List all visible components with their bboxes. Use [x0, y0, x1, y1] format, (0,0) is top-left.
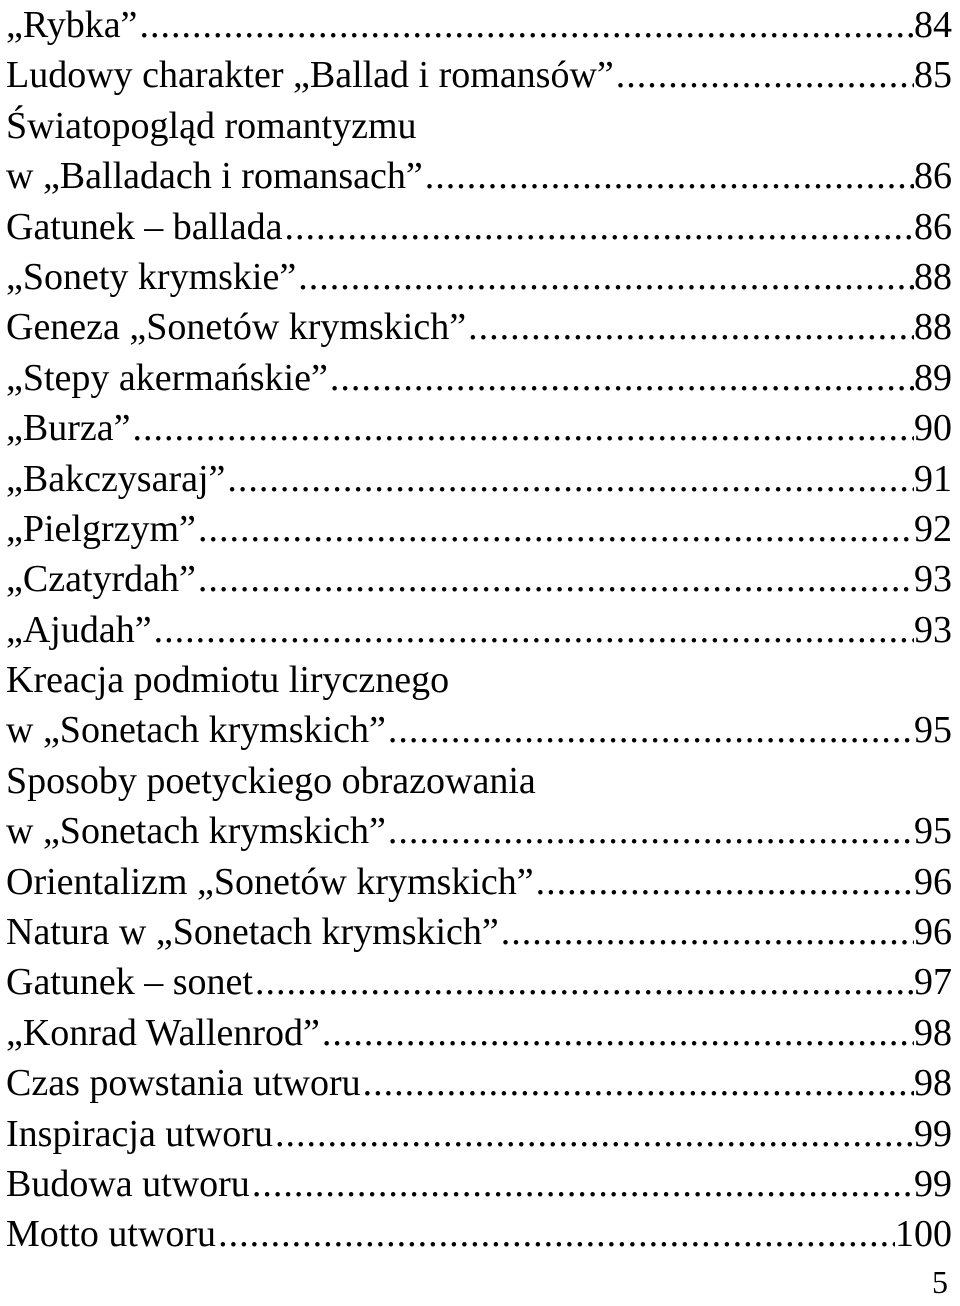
- toc-entry: [6, 302, 952, 352]
- dot-leader: [273, 1109, 914, 1159]
- toc-entry-page: 86: [914, 205, 952, 248]
- toc-entry-title: Gatunek – ballada: [6, 205, 283, 248]
- dot-leader: [466, 302, 914, 352]
- toc-entry-page: 99: [914, 1112, 952, 1155]
- dot-leader: [152, 605, 914, 655]
- dot-leader: [253, 957, 914, 1007]
- toc-entry-page: 97: [914, 961, 952, 1004]
- page-number: 5: [932, 1264, 948, 1300]
- toc-entry: [6, 655, 952, 705]
- toc-entry: [6, 353, 952, 403]
- toc-entry: [6, 403, 952, 453]
- toc-entry: [6, 806, 952, 856]
- toc-entry-title: „Burza”: [6, 407, 131, 450]
- toc-entry: [6, 907, 952, 957]
- toc-entry-title: Geneza „Sonetów krymskich”: [6, 306, 467, 349]
- dot-leader: [250, 1159, 914, 1209]
- toc-entry-title: „Ajudah”: [6, 608, 152, 651]
- table-of-contents: [6, 0, 952, 1260]
- toc-entry-page: 92: [914, 507, 952, 550]
- toc-entry-title: Orientalizm „Sonetów krymskich”: [6, 860, 534, 903]
- dot-leader: [137, 0, 914, 50]
- toc-entry-page: 90: [914, 407, 952, 450]
- toc-entry-page: 98: [914, 1062, 952, 1105]
- toc-entry-page: 84: [914, 4, 952, 46]
- toc-entry-page: 95: [914, 810, 952, 853]
- dot-leader: [130, 403, 914, 453]
- toc-entry-page: 85: [914, 54, 952, 97]
- toc-entry: [6, 605, 952, 655]
- dot-leader: [423, 151, 914, 201]
- toc-entry: [6, 151, 952, 201]
- toc-entry-title: „Rybka”: [6, 4, 138, 46]
- toc-entry: [6, 1058, 952, 1108]
- toc-entry-page: 96: [914, 860, 952, 903]
- toc-entry-title: „Sonety krymskie”: [6, 255, 297, 298]
- toc-entry-title: Natura w „Sonetach krymskich”: [6, 911, 499, 954]
- toc-entry-title: „Czatyrdah”: [6, 558, 196, 601]
- toc-entry-title: „Konrad Wallenrod”: [6, 1011, 320, 1054]
- toc-entry-page: 86: [914, 155, 952, 198]
- toc-entry-title: Światopogląd romantyzmu: [6, 104, 417, 147]
- toc-entry: [6, 252, 952, 302]
- toc-entry-title: Czas powstania utworu: [6, 1062, 361, 1105]
- toc-entry-title: Inspiracja utworu: [6, 1112, 273, 1155]
- toc-entry-title: „Bakczysaraj”: [6, 457, 226, 500]
- toc-entry: [6, 50, 952, 100]
- dot-leader: [196, 554, 914, 604]
- toc-entry: [6, 202, 952, 252]
- toc-entry: [6, 756, 952, 806]
- toc-entry-title: w „Balladach i romansach”: [6, 155, 423, 198]
- dot-leader: [499, 907, 914, 957]
- dot-leader: [386, 806, 914, 856]
- toc-entry: [6, 0, 952, 50]
- dot-leader: [216, 1209, 895, 1259]
- toc-entry: [6, 1159, 952, 1209]
- toc-entry-title: Motto utworu: [6, 1213, 217, 1256]
- toc-entry: [6, 1209, 952, 1259]
- dot-leader: [534, 857, 914, 907]
- toc-entry-page: 88: [914, 255, 952, 298]
- dot-leader: [282, 202, 914, 252]
- toc-entry-page: 89: [914, 356, 952, 399]
- dot-leader: [320, 1008, 914, 1058]
- toc-entry-title: Kreacja podmiotu lirycznego: [6, 659, 450, 702]
- dot-leader: [386, 705, 914, 755]
- toc-entry: [6, 554, 952, 604]
- toc-entry-title: w „Sonetach krymskich”: [6, 709, 386, 752]
- dot-leader: [225, 454, 914, 504]
- toc-entry-page: 98: [914, 1011, 952, 1054]
- dot-leader: [296, 252, 914, 302]
- toc-entry: [6, 957, 952, 1007]
- toc-entry-page: 100: [895, 1213, 952, 1256]
- toc-entry: [6, 857, 952, 907]
- toc-entry-title: Sposoby poetyckiego obrazowania: [6, 759, 536, 802]
- dot-leader: [328, 353, 914, 403]
- toc-entry-title: Budowa utworu: [6, 1162, 250, 1205]
- toc-entry-title: w „Sonetach krymskich”: [6, 810, 386, 853]
- toc-entry-title: Ludowy charakter „Ballad i romansów”: [6, 54, 614, 97]
- toc-entry: [6, 101, 952, 151]
- toc-entry: [6, 504, 952, 554]
- toc-entry: [6, 705, 952, 755]
- toc-entry: [6, 454, 952, 504]
- toc-entry-page: 93: [914, 608, 952, 651]
- toc-entry-page: 88: [914, 306, 952, 349]
- toc-entry-page: 93: [914, 558, 952, 601]
- toc-entry-page: 99: [914, 1162, 952, 1205]
- toc-entry-page: 95: [914, 709, 952, 752]
- dot-leader: [614, 50, 914, 100]
- toc-entry: [6, 1109, 952, 1159]
- toc-entry-page: 91: [914, 457, 952, 500]
- toc-entry-title: Gatunek – sonet: [6, 961, 253, 1004]
- toc-entry: [6, 1008, 952, 1058]
- dot-leader: [196, 504, 914, 554]
- toc-entry-page: 96: [914, 911, 952, 954]
- toc-entry-title: „Stepy akermańskie”: [6, 356, 328, 399]
- dot-leader: [361, 1058, 914, 1108]
- toc-entry-title: „Pielgrzym”: [6, 507, 196, 550]
